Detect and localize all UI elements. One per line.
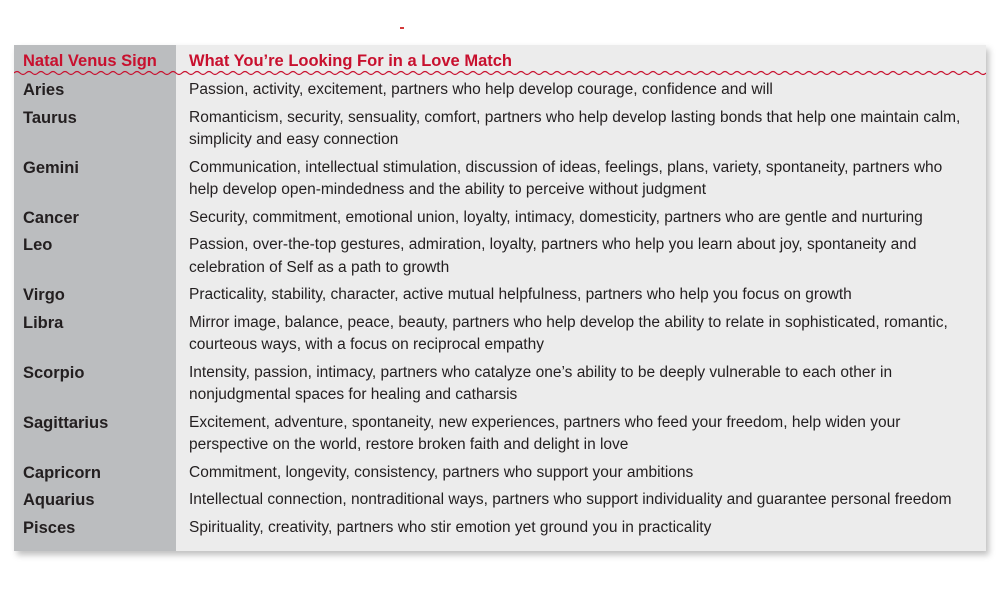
- love-match-cell: Passion, activity, excitement, partners who help develop courage, confidence and will: [189, 81, 773, 98]
- table-row: [14, 462, 986, 485]
- love-match-cell: Romanticism, security, sensuality, comfort, partners who help develop lasting bonds that help one maintain calm, simplicity and easy connection: [189, 108, 961, 148]
- love-match-cell: Spirituality, creativity, partners who stir emotion yet ground you in practicality: [189, 518, 712, 536]
- table-row: [14, 284, 986, 307]
- love-match-cell: Excitement, adventure, spontaneity, new experiences, partners who feed your freedom, help widen your perspective on the world, restore broken faith and delight in love: [189, 413, 901, 453]
- table-body: [14, 79, 986, 544]
- venus-sign-cell: Libra: [23, 313, 64, 332]
- header-love-match: What You’re Looking For in a Love Match: [189, 52, 512, 70]
- venus-sign-cell: Cancer: [23, 208, 79, 227]
- love-match-cell: Commitment, longevity, consistency, partners who support your ambitions: [189, 463, 694, 481]
- venus-sign-cell: Pisces: [23, 518, 76, 537]
- decorative-tick: [400, 27, 404, 29]
- header-natal-venus-sign: Natal Venus Sign: [23, 52, 157, 70]
- venus-sign-cell: Scorpio: [23, 363, 85, 382]
- love-match-cell: Mirror image, balance, peace, beauty, partners who help develop the ability to relate in sophisticated, romantic, courteous ways, with a focus on reciprocal empathy: [189, 313, 948, 353]
- table-row: [14, 234, 986, 279]
- table-row: [14, 312, 986, 357]
- venus-sign-cell: Aries: [23, 81, 65, 99]
- venus-sign-cell: Leo: [23, 236, 53, 254]
- table-row: [14, 79, 986, 102]
- table-row: [14, 517, 986, 540]
- table-row: [14, 362, 986, 407]
- love-match-cell: Intensity, passion, intimacy, partners who catalyze one’s ability to be deeply vulnerable to each other in nonjudgmental spaces for healing and catharsis: [189, 363, 893, 403]
- table-row: [14, 412, 986, 457]
- love-match-cell: Communication, intellectual stimulation, discussion of ideas, feelings, plans, variety, spontaneity, partners who help develop open-mindedness and the ability to perceive without judgment: [189, 158, 943, 198]
- wavy-divider: [14, 69, 986, 77]
- venus-sign-cell: Aquarius: [23, 491, 95, 509]
- table-row: [14, 489, 986, 512]
- venus-sign-cell: Capricorn: [23, 463, 101, 482]
- venus-sign-cell: Gemini: [23, 158, 79, 177]
- love-match-cell: Passion, over-the-top gestures, admiration, loyalty, partners who help you learn about joy, spontaneity and celebration of Self as a path to growth: [189, 236, 917, 276]
- venus-sign-cell: Sagittarius: [23, 413, 109, 432]
- venus-sign-table: [14, 45, 986, 551]
- table-row: [14, 207, 986, 230]
- love-match-cell: Security, commitment, emotional union, loyalty, intimacy, domesticity, partners who are gentle and nurturing: [189, 208, 923, 226]
- table-header: [14, 45, 986, 75]
- love-match-cell: Practicality, stability, character, active mutual helpfulness, partners who help you focus on growth: [189, 286, 852, 303]
- table-row: [14, 157, 986, 202]
- venus-sign-cell: Taurus: [23, 108, 77, 127]
- table-row: [14, 107, 986, 152]
- venus-sign-cell: Virgo: [23, 286, 65, 304]
- love-match-cell: Intellectual connection, nontraditional ways, partners who support individuality and guarantee personal freedom: [189, 491, 952, 508]
